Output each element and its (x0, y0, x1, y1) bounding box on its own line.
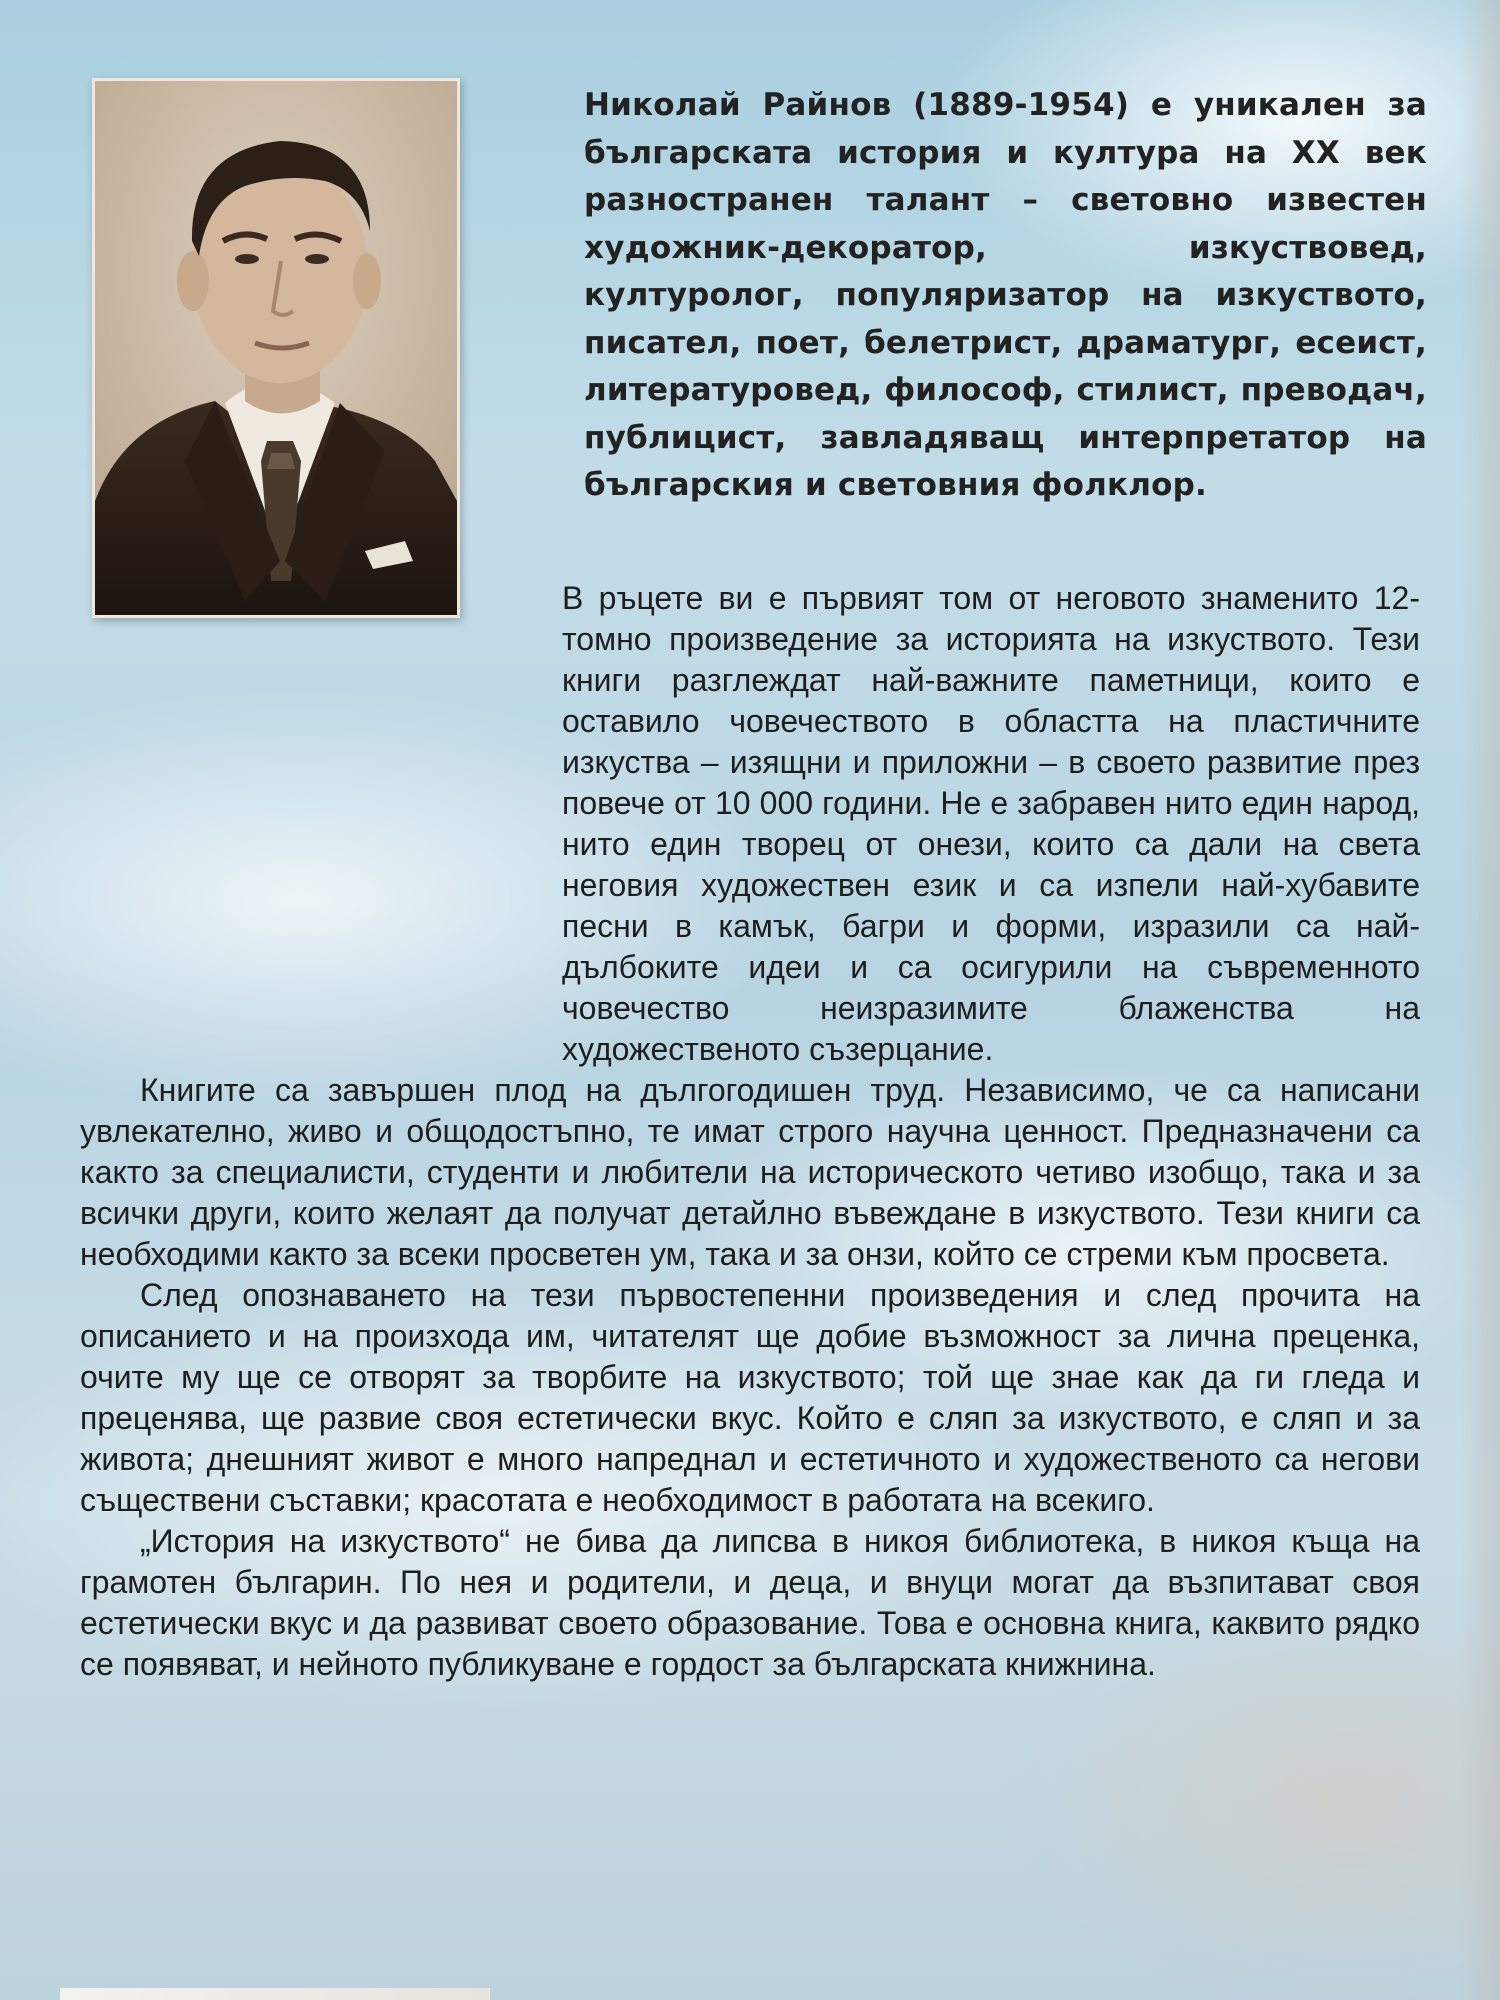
bottom-label-strip (60, 1988, 490, 2000)
portrait-photo-icon (95, 81, 457, 615)
paragraph-3: След опознаването на тези първостепенни произведения и след прочита на описанието и на произхода им, читателят ще добие възможност за лична преценка, очите му ще се отворят за творбите на изкуството; той ще знае как да ги гледа и преценява, ще развие своя естетически вкус. Който е сляп за изкуството, е сляп и за живота; днешният живот е много напреднал и естетичното и художественото са негови съществени съставки; красотата е необходимост в работата на всекиго. (80, 1277, 1420, 1518)
author-portrait (92, 78, 460, 618)
author-intro (522, 82, 1427, 510)
description-body (80, 578, 1420, 1685)
cover-edge-shadow (1460, 0, 1500, 2000)
paragraph-2: Книгите са завършен плод на дългогодишен труд. Независимо, че са написани увлекателно, живо и общодостъпно, те имат строго научна ценност. Предназначени са както за специалисти, студенти и любители на историческото четиво изобщо, така и за всички други, които желаят да получат детайлно въвеждане в изкуството. Тези книги са необходими както за всеки просветен ум, така и за онзи, който се стреми към просвета. (80, 1072, 1420, 1272)
paragraph-1: В ръцете ви е първият том от неговото знаменито 12-томно произведение за историята на изкуството. Тези книги разглеждат най-важните паметници, които е оставило човечеството в областта на пластичните изкуства – изящни и приложни – в своето развитие през повече от 10 000 години. Не е забравен нито един народ, нито един творец от онези, които са дали на света неговия художествен език и са изпели най-хубавите песни в камък, багри и форми, изразили са най-дълбоките идеи и са осигурили на съвременното човечество неизразимите блаженства на художественото съзерцание. (562, 580, 1420, 1067)
paragraph-4: „История на изкуството“ не бива да липсва в никоя библиотека, в никоя къща на грамотен българин. По нея и родители, и деца, и внуци могат да възпитават своя естетически вкус и да развиват своето образование. Това е основна книга, каквито рядко се появяват, и нейното публикуване е гордост за българската книжнина. (80, 1523, 1420, 1682)
author-intro-text: Николай Райнов (1889-1954) е уникален за българската история и култура на XX век разностранен талант – световно известен художник-декоратор, изкуствовед, културолог, популяризатор на изкуството, писател, поет, белетрист, драматург, есеист, литературовед, философ, стилист, преводач, публицист, завладяващ интерпретатор на българския и световния фолклор. (584, 87, 1427, 503)
